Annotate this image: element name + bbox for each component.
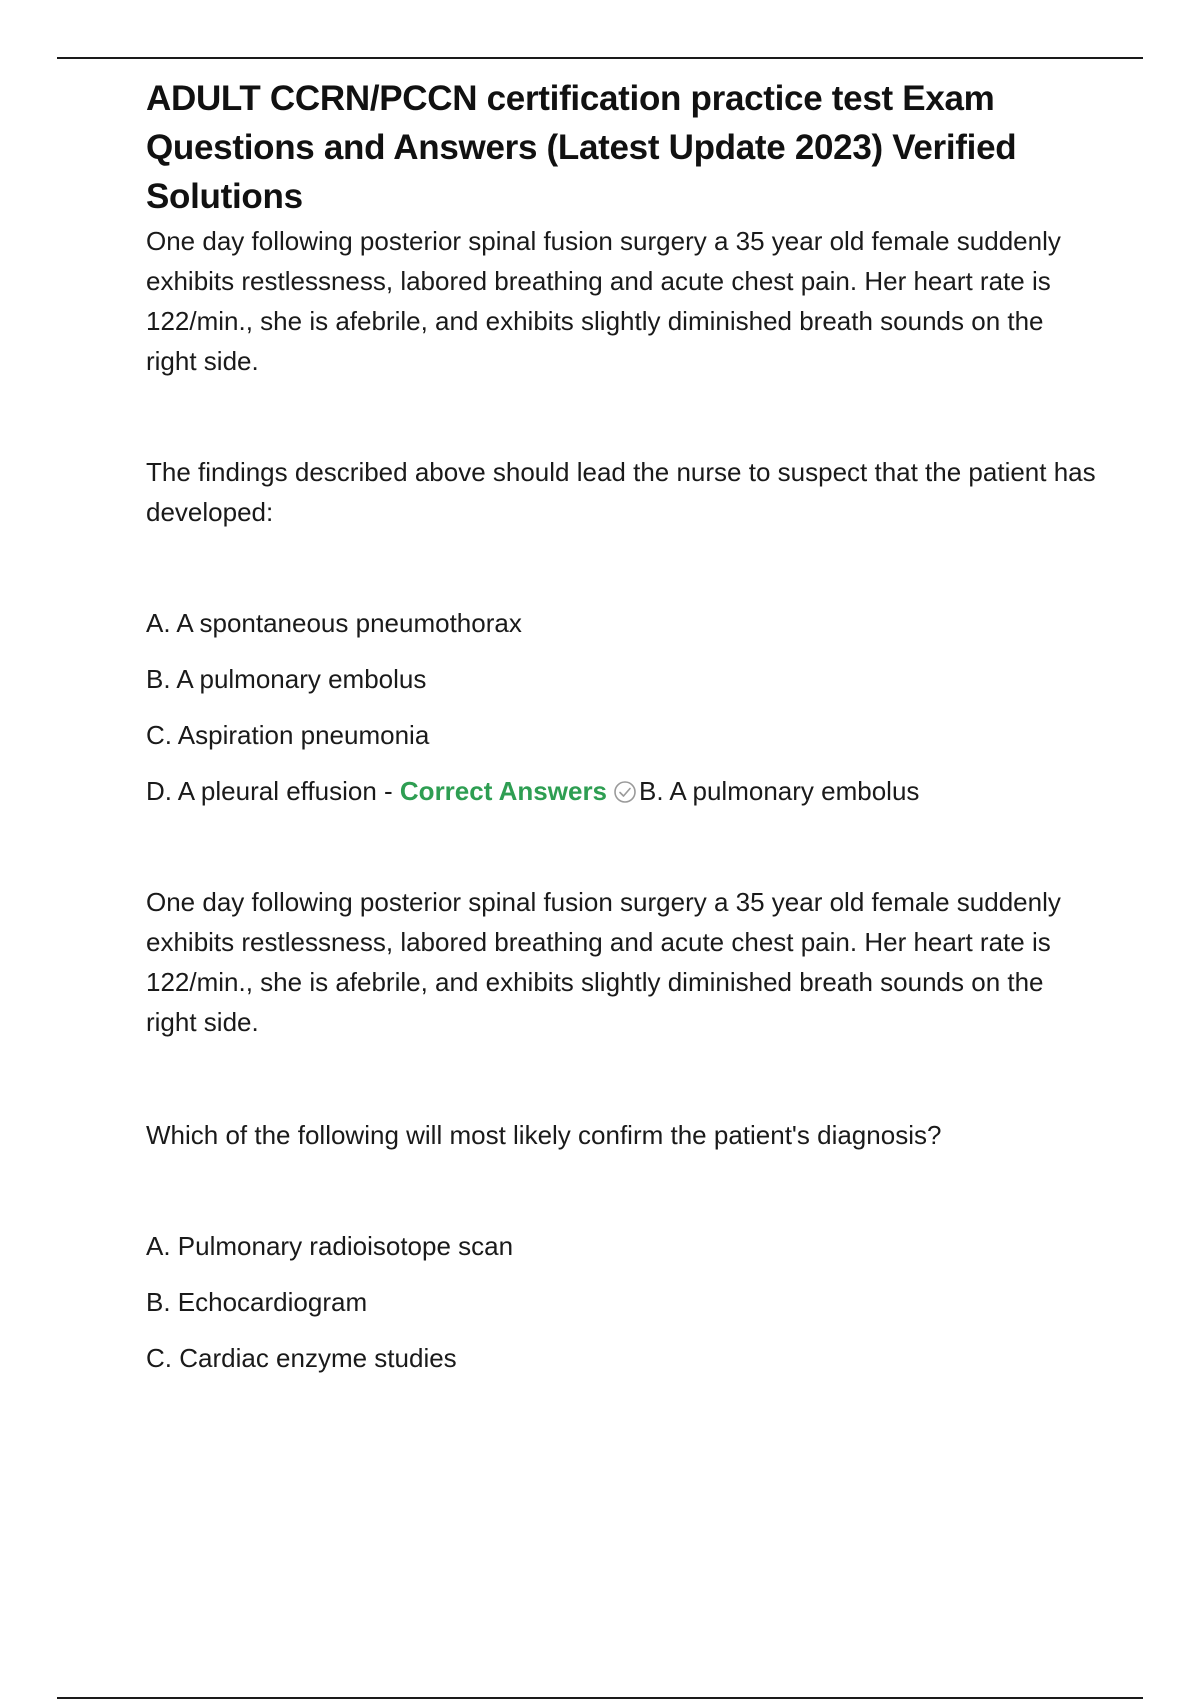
question-1-option-a: A. A spontaneous pneumothorax [146, 608, 522, 638]
question-2-scenario: One day following posterior spinal fusion surgery a 35 year old female suddenly exhibits restlessness, labored breathing and acute chest pain. Her heart rate is 122/min., she is afebrile, and exhibits slightly diminished breath sounds on the right side. [146, 887, 1061, 1037]
correct-answer-text: B. A pulmonary embolus [639, 776, 920, 806]
question-2-option-a: A. Pulmonary radioisotope scan [146, 1231, 514, 1261]
question-2-option-b: B. Echocardiogram [146, 1287, 368, 1317]
question-1 [146, 221, 1096, 811]
question-1-scenario: One day following posterior spinal fusion surgery a 35 year old female suddenly exhibits restlessness, labored breathing and acute chest pain. Her heart rate is 122/min., she is afebrile, and exhibits slightly diminished breath sounds on the right side. [146, 226, 1061, 376]
question-1-option-b: B. A pulmonary embolus [146, 664, 427, 694]
question-2 [146, 882, 1096, 1378]
document-body [146, 74, 1096, 1378]
question-2-prompt: Which of the following will most likely confirm the patient's diagnosis? [146, 1120, 942, 1150]
document-title: ADULT CCRN/PCCN certification practice test Exam Questions and Answers (Latest Update 2023) Verified Solutions [146, 79, 1017, 216]
question-1-prompt: The findings described above should lead the nurse to suspect that the patient has developed: [146, 457, 1096, 527]
question-1-option-d-with-answer [146, 771, 1096, 811]
question-1-option-d: D. A pleural effusion - [146, 776, 393, 806]
top-rule [57, 57, 1143, 59]
bottom-rule [57, 1697, 1143, 1699]
correct-answers-label: Correct Answers [399, 776, 608, 806]
check-circle-icon [613, 775, 637, 799]
question-1-option-c: C. Aspiration pneumonia [146, 720, 430, 750]
question-2-option-c: C. Cardiac enzyme studies [146, 1343, 457, 1373]
